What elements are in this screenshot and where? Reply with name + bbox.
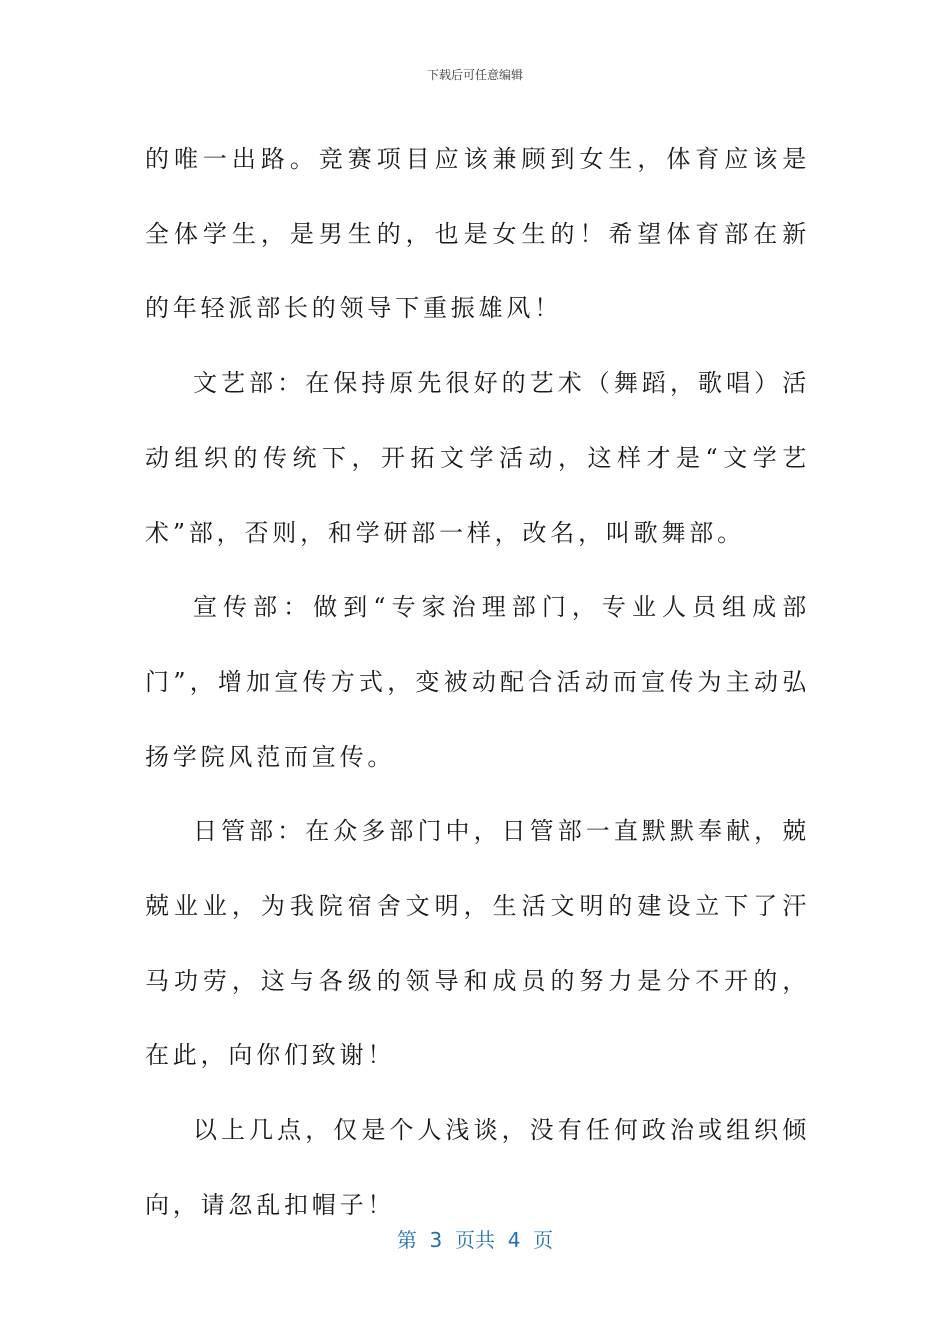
paragraph-closing-remarks: 以上几点，仅是个人浅谈，没有任何政治或组织倾向，请忽乱扣帽子！ bbox=[145, 1116, 810, 1219]
page-header: 下载后可任意编辑 bbox=[426, 68, 523, 82]
paragraph-sports-continued: 的唯一出路。竞赛项目应该兼顾到女生，体育应该是全体学生，是男生的，也是女生的！希望体育部在新的年轻派部长的领导下重振雄风！ bbox=[145, 145, 810, 323]
paragraph-publicity-department: 宣传部：做到“专家治理部门，专业人员组成部门”，增加宣传方式，变被动配合活动而宣传为主动弘扬学院风范而宣传。 bbox=[145, 593, 810, 771]
document-body bbox=[145, 122, 810, 1243]
paragraph-arts-department: 文艺部：在保持原先很好的艺术（舞蹈，歌唱）活动组织的传统下，开拓文学活动，这样才是“文学艺术”部，否则，和学研部一样，改名，叫歌舞部。 bbox=[145, 369, 810, 547]
page-number-footer: 第 3 页共 4 页 bbox=[396, 1228, 554, 1252]
paragraph-daily-management-department: 日管部：在众多部门中，日管部一直默默奉献，兢兢业业，为我院宿舍文明，生活文明的建设立下了汗马功劳，这与各级的领导和成员的努力是分不开的，在此，向你们致谢！ bbox=[145, 817, 810, 1070]
